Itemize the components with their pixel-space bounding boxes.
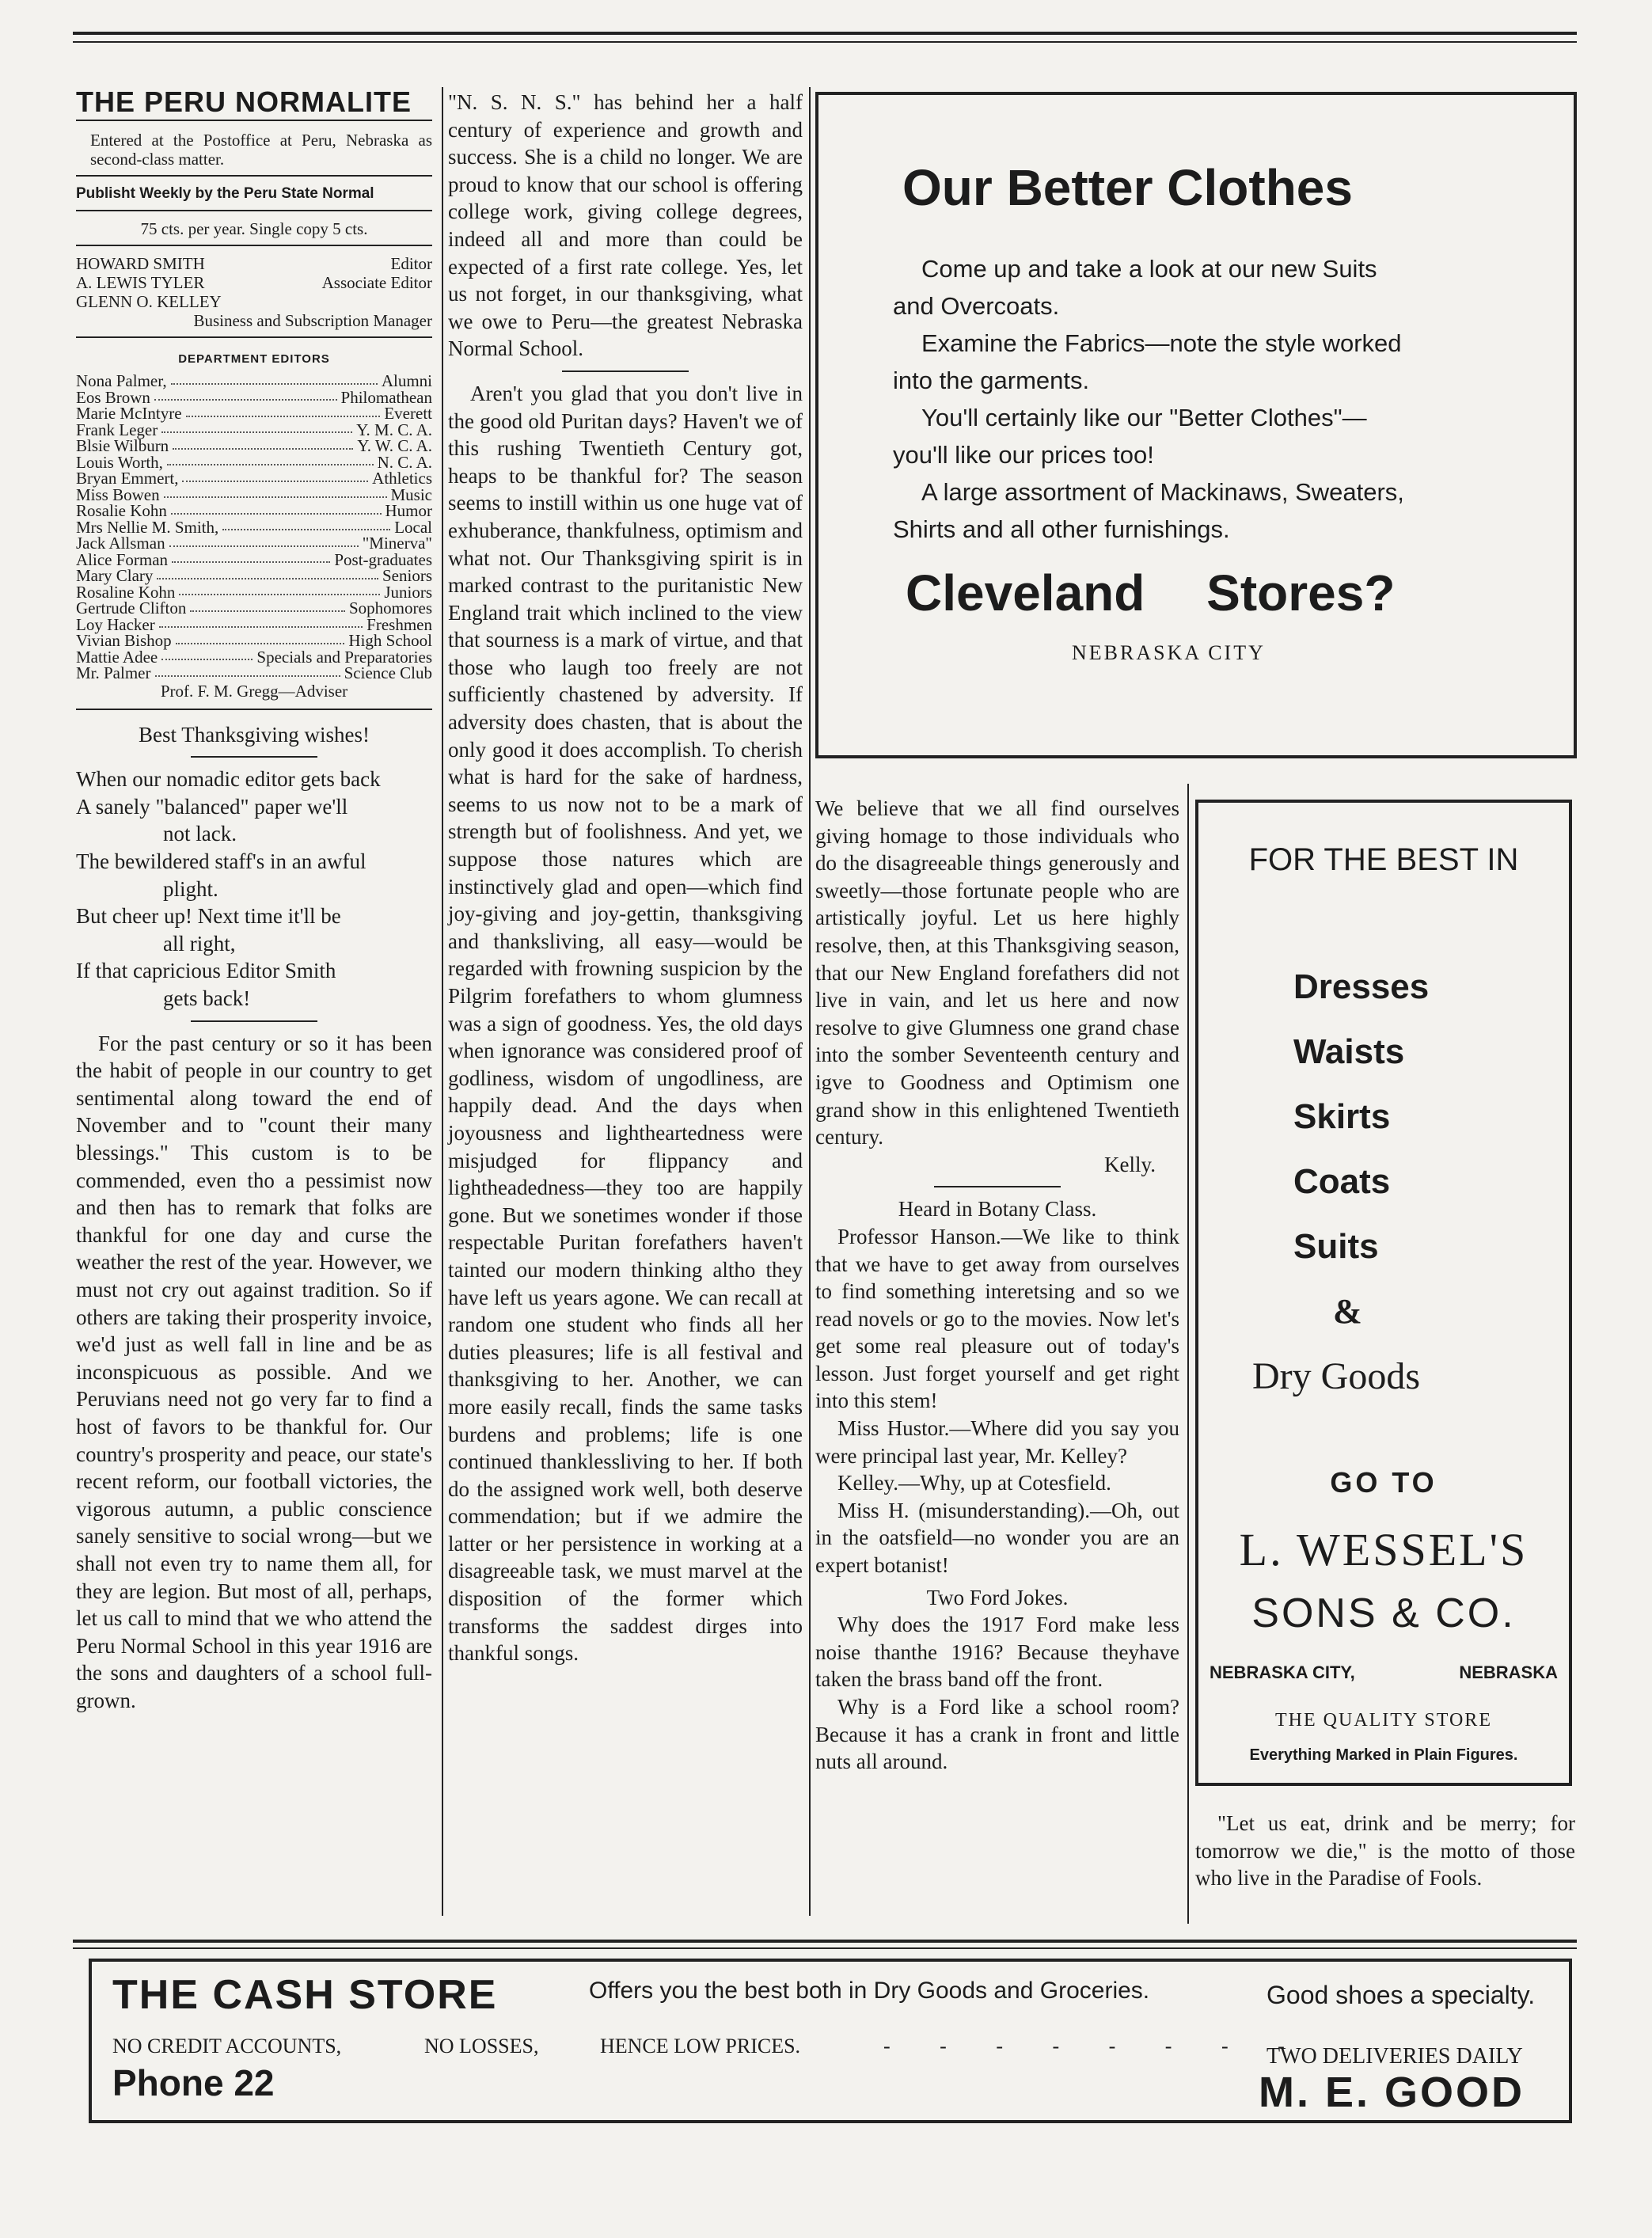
staff-editor: HOWARD SMITH Editor [76,253,432,273]
dept-editor-name: Mr. Palmer [76,663,151,683]
wessel-item: Coats [1293,1162,1391,1201]
poem [76,766,432,1012]
fools-quote [1195,1810,1575,1892]
dept-editor-row [76,503,432,519]
dept-editor-row [76,600,432,617]
cash-store-name: THE CASH STORE [112,1972,498,2018]
cleveland-headline: Our Better Clothes [902,159,1353,216]
cleveland-store-name: Cleveland Stores? [906,564,1396,621]
column-divider-3 [1187,784,1189,1924]
poem-line: The bewildered staff's in an awful [76,849,366,874]
dept-editor-row [76,484,432,504]
wessel-motto: Everything Marked in Plain Figures. [1249,1746,1518,1764]
dept-editor-role: Freshmen [366,614,432,634]
fools-quote-text: "Let us eat, drink and be merry; for tomorrow we die," is the motto of those who live in the Paradise of Fools. [1195,1811,1575,1890]
separator [191,756,317,758]
bottom-rule [73,1940,1577,1943]
dept-editor-name: Rosalie Kohn [76,501,167,521]
botany-line: Miss H. (misunderstanding).—Oh, out in the oatsfield—no wonder you are an expert botanist! [815,1498,1179,1578]
dept-editor-name: Bryan Emmert, [76,469,179,488]
dot-leader [222,519,390,531]
masthead-title: THE PERU NORMALITE [76,85,412,118]
dept-heading: DEPARTMENT EDITORS [178,351,330,366]
dept-editor-role: Local [394,517,432,537]
dept-editor-name: Blsie Wilburn [76,436,169,456]
dept-editor-name: Marie McIntyre [76,404,182,424]
cash-dots: - - - - - - - - [883,2035,1307,2058]
dept-editor-role: Juniors [384,582,432,602]
cash-phone: Phone 22 [112,2062,275,2103]
dept-editor-role: Music [390,484,432,504]
dept-editor-role: Specials and Preparatories [256,647,432,667]
dept-editor-role: Y. M. C. A. [356,420,432,439]
rule [76,336,432,338]
cash-policy-3: HENCE LOW PRICES. [600,2035,801,2058]
top-rule-thin [73,41,1577,43]
wessel-name: L. WESSEL'S [1239,1524,1529,1575]
ford-joke: Why is a Ford like a school room? Because it has a crank in front and little nuts all around. [815,1695,1179,1774]
entered-notice: Entered at the Postoffice at Peru, Nebraska as second-class matter. [90,130,432,169]
dept-editor-name: Miss Bowen [76,484,160,504]
masthead-rule [76,120,432,121]
cash-policy-2: NO LOSSES, [424,2035,539,2058]
dept-editor-name: Vivian Bishop [76,631,172,651]
dot-leader [179,584,380,596]
nsns-paragraph: "N. S. N. S." has behind her a half century of experience and growth and success. She is a child no longer. We are proud to know that our school is offering college work, giving college degrees, indeed all and more than could be expected of a first rate college. Yes, let us not forget, in our thanksgiving, what we owe to Peru—the greatest Nebraska Normal School. [448,90,803,361]
separator [934,1186,1061,1187]
dept-editor-name: Alice Forman [76,549,169,569]
wessel-state: NEBRASKA [1459,1662,1558,1682]
dept-editor-row [76,633,432,649]
dept-editor-row [76,422,432,439]
wessel-tagline: THE QUALITY STORE [1275,1710,1492,1731]
separator [562,370,689,372]
cash-deliveries: TWO DELIVERIES DAILY [1267,2044,1523,2069]
dot-leader [159,617,363,629]
believe-paragraph: We believe that we all find ourselves giving homage to those individuals who do the disagreeable things generously and sweetly—those fortunate people who are artistically joyful. Let us here highly resolve, then, at this Thanksgiving season, that our New England forefathers did not live in vain, and let us here and now resolve to give Glumness one grand chase into the somber Seventeenth century and igve to Goodness and Optimism one grand show in this enlightened Twentieth century. [815,796,1179,1149]
wessel-item: Suits [1293,1227,1379,1266]
dept-editor-row [76,470,432,487]
bottom-rule-thin [73,1947,1577,1949]
adviser: Prof. F. M. Gregg—Adviser [160,681,348,701]
botany-line: Professor Hanson.—We like to think that we have to get away from ourselves to find something interetsing and so we read novels or go to the movies. Now let's get some real pleasure out of today's lesson. Just forget yourself and get right into this stem! [815,1224,1179,1413]
column-1 [76,85,432,1714]
wessel-goto: GO TO [1330,1466,1437,1499]
dept-editor-role: Seniors [382,566,432,586]
cash-owner: M. E. GOOD [1259,2069,1525,2116]
ford-heading: Two Ford Jokes. [926,1585,1069,1609]
cash-store-offer: Offers you the best both in Dry Goods and Groceries. [589,1978,1150,2004]
poem-line: gets back! [163,986,251,1011]
wessel-item: Skirts [1293,1097,1391,1136]
botany-heading: Heard in Botany Class. [898,1197,1097,1222]
wessel-ad [1195,800,1572,1786]
dept-editor-role: Humor [385,501,432,521]
poem-line: If that capricious Editor Smith [76,959,336,983]
dot-leader [169,535,359,547]
dot-leader [161,422,352,434]
dot-leader [164,487,387,499]
editorial-century: For the past century or so it has been the habit of people in our country to get sentimental along toward the end of November and to "count their many blessings." This custom is to be commended, even tho a pessimist now and then has to remark that folks are thankful for one day and curse the weather the rest of the year. However, we must not cry out against tradition. So if others are taking their prosperity invoice, we'd just as well fall in line and be as inconspicuous as possible. And we Peruvians need not go very far to find a host of favors to be thankful for. Our country's prosperity and peace, our state's recent reform, our football victories, the vigorous autumn, a public conscience sanely sensitive to social wrong—but we shall not even try to name them all, for they are legion. But most of all, perhaps, let us call to mind that we who attend the Peru Normal School in this year 1916 are the sons and daughters of a school full-grown. [76,1031,432,1712]
rule [76,175,432,177]
wessel-city: NEBRASKA CITY, [1210,1662,1355,1682]
dot-leader [157,568,378,579]
dot-leader [182,470,368,482]
dept-editor-name: Louis Worth, [76,452,163,472]
dept-editor-name: Jack Allsman [76,534,165,553]
dot-leader [172,552,330,564]
dept-editor-row [76,649,432,666]
dept-editor-role: Philomathean [340,387,432,407]
dept-editor-role: Alumni [381,371,432,391]
column-divider-1 [442,87,443,1916]
dept-editor-name: Eos Brown [76,387,150,407]
rule [76,245,432,246]
dept-editor-name: Rosaline Kohn [76,582,176,602]
botany-line: Miss Hustor.—Where did you say you were principal last year, Mr. Kelley? [815,1416,1179,1468]
dept-editor-role: Everett [384,404,432,424]
wessel-item: Dresses [1293,967,1430,1006]
column-2 [448,89,803,1667]
wessel-heading: FOR THE BEST IN [1248,842,1519,877]
dot-leader [154,389,337,401]
poem-line: But cheer up! Next time it'll be [76,904,341,929]
separator [191,1020,317,1022]
dept-editor-role: Athletics [372,469,432,488]
rule [76,709,432,710]
dot-leader [190,600,345,612]
cash-store-ad [89,1959,1572,2123]
dept-editor-name: Mattie Adee [76,647,158,667]
dot-leader [186,405,381,417]
cleveland-ad [815,92,1577,758]
dept-editor-role: "Minerva" [362,534,432,553]
dept-editor-row [76,519,432,536]
dept-editor-row [76,438,432,454]
column-divider-2 [809,87,811,1916]
dept-editor-role: Sophomores [349,598,432,618]
signature: Kelly. [1104,1152,1156,1176]
dept-editor-role: High School [348,631,432,651]
dept-editor-row [76,568,432,584]
cleveland-city: NEBRASKA CITY [1072,641,1266,664]
dept-editor-role: Post-graduates [334,549,432,569]
cash-policy-1: NO CREDIT ACCOUNTS, [112,2035,342,2058]
dept-editor-row [76,405,432,422]
poem-line: not lack. [163,822,237,846]
wessel-item: & [1333,1292,1362,1331]
dept-editor-name: Mrs Nellie M. Smith, [76,517,219,537]
wessel-item: Dry Goods [1252,1355,1420,1397]
rule [76,210,432,211]
dept-editor-role: N. C. A. [377,452,432,472]
dept-editor-row [76,454,432,471]
published-notice: Publisht Weekly by the Peru State Normal [76,184,374,202]
dept-editor-role: Science Club [344,663,432,683]
poem-line: plight. [163,876,218,901]
dot-leader [173,438,353,450]
dot-leader [155,665,340,677]
staff-associate-editor: A. LEWIS TYLER Associate Editor [76,272,432,292]
dept-editor-name: Loy Hacker [76,614,155,634]
dept-editor-name: Gertrude Clifton [76,598,187,618]
dept-editor-row [76,535,432,552]
dot-leader [176,633,345,644]
poem-line: all right, [163,931,236,956]
staff-manager-name: GLENN O. KELLEY [76,291,222,311]
cash-store-shoes: Good shoes a specialty. [1267,1981,1536,2009]
price-notice: 75 cts. per year. Single copy 5 cts. [140,218,368,238]
wessel-name-2: SONS & CO. [1251,1590,1516,1636]
dept-editor-row [76,389,432,406]
dept-editor-row [76,549,432,569]
wessel-items [1198,955,1569,1409]
dot-leader [167,454,374,466]
dept-editor-role: Y. W. C. A. [357,436,432,456]
dept-editors-list [76,373,432,682]
dept-editor-row [76,584,432,601]
dept-editor-name: Nona Palmer, [76,371,167,391]
ford-joke: Why does the 1917 Ford make less noise thanthe 1916? Because theyhave taken the brass band off the front. [815,1613,1179,1692]
wessel-item: Waists [1293,1032,1405,1071]
dept-editor-name: Mary Clary [76,566,154,586]
dot-leader [171,373,378,385]
cleveland-body: Come up and take a look at our new Suits and Overcoats. Examine the Fabrics—note the style worked into the garments. You'll certainly like our "Better Clothes"— you'll like our prices too! A large assortment of Mackinaws, Sweaters, Shirts and all other furnishings. [893,255,1404,543]
dot-leader [161,649,253,661]
column-3 [815,795,1179,1776]
puritan-paragraph: Aren't you glad that you don't live in the good old Puritan days? Haven't we of this rushing Twentieth Century got, heaps to be thankful for? The season seems to instill within us one huge vat of exhuberance, thankfulness, optimism and what not. Our Thanksgiving spirit is in marked contrast to the puritanistic New England trait which inclined to the view that sourness is a mark of virtue, and that those who laugh too freely are not sufficiently chastened by adversity. If adversity does chasten, that is about the only good it does accomplish. To cherish what is hard for the sake of hardness, seems to us now not to be a mark of strength but of foolishness. And yet, we suppose those natures which are instinctively glad and open—which find joy-giving and joy-gettin, thanksgiving and thanksliving, all easy—would be regarded with frowning suspicion by the Pilgrim forefathers to whom glumness was a sign of goodness. Yes, the old days when ignorance was considered proof of godliness, wisdom of ungodliness, are happily dead. And the days when joyousness and lightheartedness were misjudged for flippancy and lightheadedness—they too are happily gone. But we sonetimes wonder if those respectable Puritan forefathers haven't tainted our modern thinking altho they have left us years agone. We can recall at random one student who finds all her duties pleasures; life is all festival and thanksgiving to her. Another, we can more easily recall, finds the same tasks burdens and problems; life is one continued thanklessliving to her. If both do the assigned work well, both deserve commendation; but if we admire the latter or her persistence in working at a disagreeable task, we must marvel at the disposition of the former which transforms the saddest dirges into thankful songs. [448,381,803,1666]
staff-manager-role: Business and Subscription Manager [193,310,432,330]
poem-line: A sanely "balanced" paper we'll [76,794,348,819]
staff-list [76,254,432,330]
dept-editor-row [76,614,432,634]
dept-editor-name: Frank Leger [76,420,158,439]
dot-leader [171,503,382,515]
dept-editor-row [76,665,432,682]
botany-line: Kelley.—Why, up at Cotesfield. [837,1471,1111,1495]
top-rule [73,32,1577,35]
dept-editor-row [76,373,432,389]
poem-line: When our nomadic editor gets back [76,767,381,792]
thanksgiving-greeting: Best Thanksgiving wishes! [139,722,370,747]
